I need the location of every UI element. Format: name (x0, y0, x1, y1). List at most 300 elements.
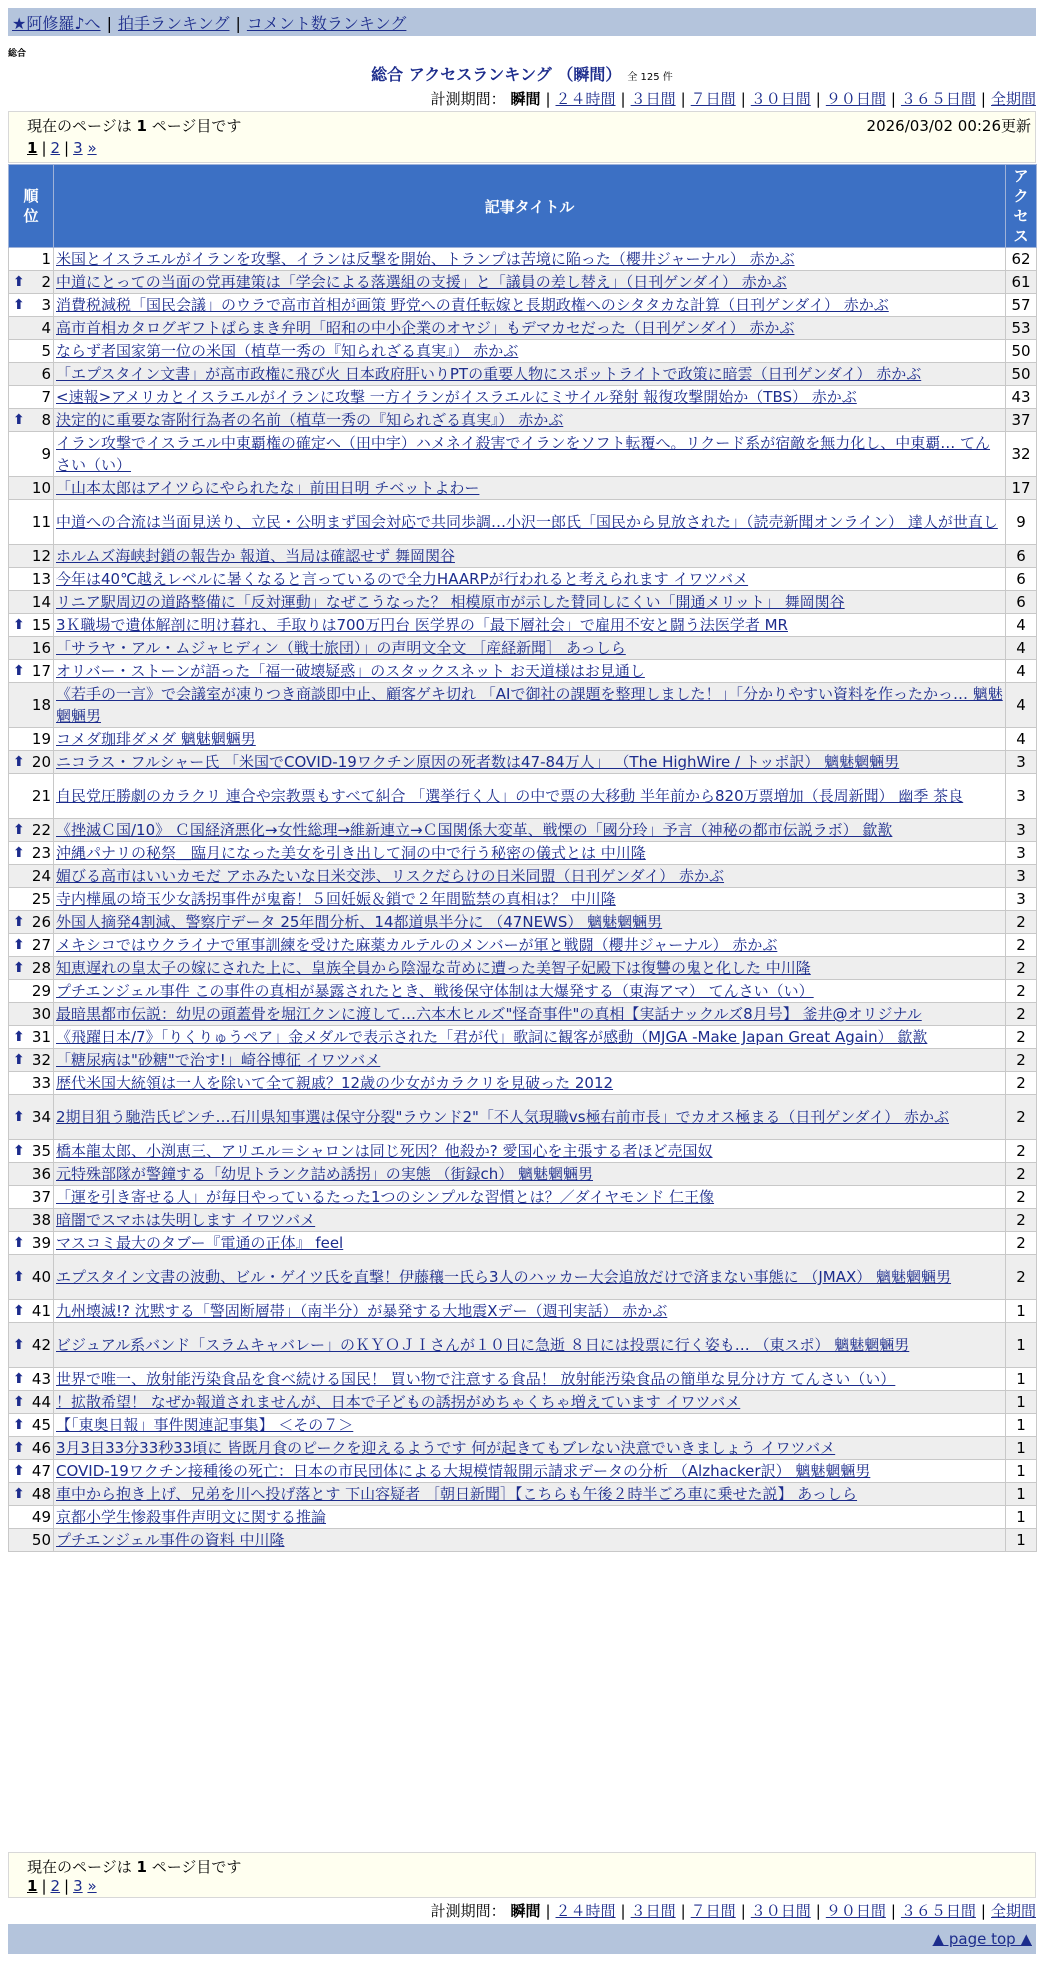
article-title-link[interactable]: ならず者国家第一位の米国（植草一秀の『知られざる真実』） 赤かぶ (56, 342, 519, 360)
rank-number: 19 (31, 730, 51, 748)
rank-number: 40 (31, 1268, 51, 1286)
access-count: 61 (1006, 271, 1037, 294)
title-cell (54, 1529, 1006, 1552)
access-count: 50 (1006, 363, 1037, 386)
period-link-365d[interactable]: ３６５日間 (900, 90, 976, 108)
article-title-link[interactable]: オリバー・ストーンが語った「福一破壊疑惑」のスタックスネット お天道様はお見通し (56, 662, 645, 680)
article-title-link[interactable]: 「糖尿病は"砂糖"で治す!」崎谷博征 イワツバメ (56, 1051, 381, 1069)
access-count: 2 (1006, 980, 1037, 1003)
access-count: 2 (1006, 934, 1037, 957)
period-link-24h[interactable]: ２４時間 (555, 90, 616, 108)
access-count: 6 (1006, 545, 1037, 568)
rank-number: 3 (41, 296, 51, 314)
rank-number: 17 (31, 662, 51, 680)
rank-cell (9, 386, 54, 409)
rank-number: 50 (31, 1531, 51, 1549)
rank-number: 7 (41, 388, 51, 406)
article-title-link[interactable]: 決定的に重要な寄附行為者の名前（植草一秀の『知られざる真実』） 赤かぶ (56, 411, 564, 429)
separator: | (235, 14, 241, 33)
rank-cell (9, 477, 54, 500)
article-title-link[interactable]: 3Ｋ職場で遺体解剖に明け暮れ、手取りは700万円台 医学界の「最下層社会」で雇用不安と闘う法医学者 MR (56, 616, 788, 634)
up-arrow-icon: ⬆ (13, 845, 25, 861)
table-row (9, 888, 1037, 911)
article-title-link[interactable]: 消費税減税「国民会議」のウラで高市首相が画策 野党への責任転嫁と長期政権へのシタタカな計算（日刊ゲンダイ） 赤かぶ (56, 296, 889, 314)
page-title-text: 総合 アクセスランキング （瞬間） (371, 65, 622, 84)
rank-number: 1 (41, 250, 51, 268)
table-row (9, 1163, 1037, 1186)
rank-cell (9, 545, 54, 568)
rank-cell (9, 1368, 54, 1391)
period-link-365d[interactable]: ３６５日間 (900, 1902, 976, 1920)
article-title-link[interactable]: 媚びる高市はいいカモだ アホみたいな日米交渉、リスクだらけの日米同盟（日刊ゲンダイ） 赤かぶ (56, 867, 725, 885)
table-row (9, 957, 1037, 980)
article-title-link[interactable]: 歴代米国大統領は一人を除いて全て親戚？12歳の少女がカラクリを見破った 2012 (56, 1074, 614, 1092)
rank-number: 21 (31, 787, 51, 805)
period-link-7d[interactable]: ７日間 (690, 1902, 736, 1920)
table-row (9, 842, 1037, 865)
rank-number: 42 (31, 1336, 51, 1354)
up-arrow-icon: ⬆ (13, 1303, 25, 1319)
article-title-link[interactable]: コメダ珈琲ダメダ 魑魅魍魎男 (56, 730, 256, 748)
access-count: 2 (1006, 957, 1037, 980)
rank-number: 37 (31, 1188, 51, 1206)
access-count: 32 (1006, 432, 1037, 477)
pager-page-2[interactable]: 2 (50, 139, 61, 157)
article-title-link[interactable]: プチエンジェル事件 この事件の真相が暴露されたとき、戦後保守体制は大爆発する（東海アマ） てんさい（い） (56, 982, 814, 1000)
rank-cell (9, 683, 54, 728)
rank-cell (9, 1460, 54, 1483)
title-cell (54, 317, 1006, 340)
up-arrow-icon: ⬆ (13, 297, 25, 313)
updated-timestamp: 2026/03/02 00:26更新 (866, 117, 1031, 135)
article-title-link[interactable]: 世界で唯一、放射能汚染食品を食べ続ける国民！ 買い物で注意する食品！ 放射能汚染食品の簡単な見分け方 てんさい（い） (56, 1370, 896, 1388)
period-link-all[interactable]: 全期間 (990, 1902, 1036, 1920)
pager-page-2[interactable]: 2 (50, 1877, 61, 1895)
article-title-link[interactable]: 《若手の一言》で会議室が凍りつき商談即中止、顧客ゲキ切れ 「AIで御社の課題を整理しました！」「分かりやすい資料を作ったかっ… 魑魅魍魎男 (56, 685, 1003, 725)
rank-number: 33 (31, 1074, 51, 1092)
table-row (9, 568, 1037, 591)
section-label: 総合 (8, 49, 27, 59)
access-count: 57 (1006, 294, 1037, 317)
pager-next[interactable]: » (87, 139, 97, 157)
up-arrow-icon: ⬆ (13, 754, 25, 770)
rank-number: 47 (31, 1462, 51, 1480)
rank-header: 順位 (9, 165, 54, 248)
article-title-link[interactable]: 寺内樺風の埼玉少女誘拐事件が鬼畜！５回妊娠＆鎖で２年間監禁の真相は？ 中川隆 (56, 890, 616, 908)
access-count: 1 (1006, 1529, 1037, 1552)
rank-cell (9, 660, 54, 683)
title-cell (54, 1049, 1006, 1072)
period-label: 計測期間： (430, 90, 506, 108)
access-count: 4 (1006, 614, 1037, 637)
article-title-link[interactable]: 《挫滅Ｃ国/10》 Ｃ国経済悪化→女性総理→維新連立→Ｃ国関係大変革、戦慄の「國分玲」予言（神秘の都市伝説ラボ） 歙歚 (56, 821, 893, 839)
article-title-link[interactable]: 今年は40℃越えレベルに暑くなると言っているので全力HAARPが行われると考えられます イワツバメ (56, 570, 749, 588)
total-count: 全 125 件 (627, 72, 673, 83)
home-link[interactable]: ★阿修羅♪へ (12, 14, 101, 33)
article-title-link[interactable]: 九州壊滅!? 沈黙する「警固断層帯」（南半分）が暴発する大地震Xデー（週刊実話） 赤かぶ (56, 1302, 668, 1320)
up-arrow-icon: ⬆ (13, 914, 25, 930)
rank-cell (9, 1323, 54, 1368)
title-cell (54, 1003, 1006, 1026)
up-arrow-icon: ⬆ (13, 960, 25, 976)
period-link-all[interactable]: 全期間 (990, 90, 1036, 108)
table-row (9, 774, 1037, 819)
table-row (9, 271, 1037, 294)
up-arrow-icon: ⬆ (13, 1235, 25, 1251)
access-count: 50 (1006, 340, 1037, 363)
table-row (9, 1437, 1037, 1460)
rank-cell (9, 317, 54, 340)
rank-number: 22 (31, 821, 51, 839)
pager-page-1[interactable]: 1 (27, 1877, 38, 1895)
access-count: 4 (1006, 683, 1037, 728)
pager-next[interactable]: » (87, 1877, 97, 1895)
period-link-90d[interactable]: ９０日間 (825, 1902, 886, 1920)
title-cell (54, 1300, 1006, 1323)
access-count: 17 (1006, 477, 1037, 500)
rank-cell (9, 1095, 54, 1140)
rank-cell (9, 911, 54, 934)
rank-cell (9, 865, 54, 888)
access-count: 53 (1006, 317, 1037, 340)
rank-number: 28 (31, 959, 51, 977)
title-cell (54, 774, 1006, 819)
up-arrow-icon: ⬆ (13, 412, 25, 428)
title-cell (54, 1232, 1006, 1255)
table-row (9, 248, 1037, 271)
rank-number: 29 (31, 982, 51, 1000)
title-cell (54, 1368, 1006, 1391)
up-arrow-icon: ⬆ (13, 1029, 25, 1045)
article-title-link[interactable]: 米国とイスラエルがイランを攻撃、イランは反撃を開始、トランプは苦境に陥った（櫻井ジャーナル） 赤かぶ (56, 250, 795, 268)
access-count: 6 (1006, 591, 1037, 614)
period-current: 瞬間 (510, 1902, 541, 1920)
rank-number: 4 (41, 319, 51, 337)
period-link-3d[interactable]: ３日間 (630, 90, 676, 108)
page-top-link[interactable]: ▲ page top ▲ (932, 1930, 1032, 1948)
table-row (9, 660, 1037, 683)
table-row (9, 363, 1037, 386)
access-count: 1 (1006, 1391, 1037, 1414)
title-cell (54, 1460, 1006, 1483)
table-row (9, 614, 1037, 637)
title-cell (54, 1323, 1006, 1368)
applause-ranking-link[interactable]: 拍手ランキング (117, 14, 230, 33)
current-page-text-bottom: 現在のページは 1 ページ目です (27, 1858, 242, 1876)
top-nav-bar (8, 8, 1036, 36)
page-title (0, 62, 1044, 85)
access-count: 2 (1006, 1140, 1037, 1163)
title-cell (54, 591, 1006, 614)
table-row (9, 1026, 1037, 1049)
access-count: 3 (1006, 774, 1037, 819)
title-cell (54, 248, 1006, 271)
rank-cell (9, 432, 54, 477)
period-link-30d[interactable]: ３０日間 (750, 1902, 811, 1920)
article-title-link[interactable]: メキシコではウクライナで軍事訓練を受けた麻薬カルテルのメンバーが軍と戦闘（櫻井ジャーナル） 赤かぶ (56, 936, 778, 954)
title-cell (54, 477, 1006, 500)
title-cell (54, 637, 1006, 660)
title-cell (54, 409, 1006, 432)
access-count: 2 (1006, 1026, 1037, 1049)
title-cell (54, 819, 1006, 842)
rank-cell (9, 728, 54, 751)
table-row (9, 728, 1037, 751)
rank-number: 11 (31, 513, 51, 531)
rank-cell (9, 980, 54, 1003)
article-title-link[interactable]: COVID-19ワクチン接種後の死亡：日本の市民団体による大規模情報開示請求データの分析 （Alzhacker訳） 魑魅魍魎男 (56, 1462, 871, 1480)
table-row (9, 1483, 1037, 1506)
article-title-link[interactable]: 「サラヤ・アル・ムジャヒディン（戦士旅団）」の声明文全文 ［産経新聞］ あっしら (56, 639, 626, 657)
rank-number: 24 (31, 867, 51, 885)
table-row (9, 1368, 1037, 1391)
rank-number: 48 (31, 1485, 51, 1503)
table-row (9, 819, 1037, 842)
access-count: 2 (1006, 1186, 1037, 1209)
title-cell (54, 1391, 1006, 1414)
access-count: 2 (1006, 1209, 1037, 1232)
rank-number: 14 (31, 593, 51, 611)
rank-number: 15 (31, 616, 51, 634)
period-link-3d[interactable]: ３日間 (630, 1902, 676, 1920)
access-count: 1 (1006, 1483, 1037, 1506)
rank-number: 49 (31, 1508, 51, 1526)
access-count: 4 (1006, 728, 1037, 751)
separator: | (106, 14, 112, 33)
article-title-link[interactable]: 【「東奥日報」事件関連記事集】 ＜その７＞ (56, 1416, 354, 1434)
access-count: 2 (1006, 1049, 1037, 1072)
up-arrow-icon: ⬆ (13, 663, 25, 679)
article-title-link[interactable]: 知恵遅れの皇太子の嫁にされた上に、皇族全員から陰湿な苛めに遭った美智子妃殿下は復讐の鬼と化した 中川隆 (56, 959, 811, 977)
title-cell (54, 432, 1006, 477)
rank-number: 41 (31, 1302, 51, 1320)
access-count: 1 (1006, 1368, 1037, 1391)
bottom-bar (8, 1924, 1036, 1954)
article-title-link[interactable]: マスコミ最大のタブー『電通の正体』 feel (56, 1234, 344, 1252)
rank-cell (9, 957, 54, 980)
rank-cell (9, 751, 54, 774)
rank-cell (9, 842, 54, 865)
rank-number: 34 (31, 1108, 51, 1126)
access-count: 4 (1006, 637, 1037, 660)
table-row (9, 432, 1037, 477)
title-cell (54, 1255, 1006, 1300)
article-title-link[interactable]: 車中から抱き上げ、兄弟を川へ投げ落とす 下山容疑者 ［朝日新聞］【こちらも午後２時半ごろ車に乗せた説】 あっしら (56, 1485, 858, 1503)
title-cell (54, 340, 1006, 363)
rank-cell (9, 1140, 54, 1163)
rank-cell (9, 248, 54, 271)
title-cell (54, 660, 1006, 683)
title-cell (54, 1414, 1006, 1437)
rank-cell (9, 1209, 54, 1232)
rank-cell (9, 774, 54, 819)
title-cell (54, 842, 1006, 865)
title-cell (54, 911, 1006, 934)
rank-cell (9, 1414, 54, 1437)
title-cell (54, 1095, 1006, 1140)
up-arrow-icon: ⬆ (13, 617, 25, 633)
rank-cell (9, 1232, 54, 1255)
page-info-top (8, 111, 1036, 163)
rank-cell (9, 1026, 54, 1049)
rank-cell (9, 934, 54, 957)
table-row (9, 865, 1037, 888)
access-count: 2 (1006, 1163, 1037, 1186)
table-row (9, 1049, 1037, 1072)
rank-cell (9, 1506, 54, 1529)
article-title-link[interactable]: イラン攻撃でイスラエル中東覇権の確定へ（田中宇）ハメネイ殺害でイランをソフト転覆へ。リクード系が宿敵を無力化し、中東覇… てんさい（い） (56, 434, 991, 474)
article-title-link[interactable]: <速報>アメリカとイスラエルがイランに攻撃 一方イランがイスラエルにミサイル発射 報復攻撃開始か（TBS） 赤かぶ (56, 388, 857, 406)
access-count: 1 (1006, 1323, 1037, 1368)
pager-top: 1 | 2 | 3 » (27, 139, 97, 157)
rank-cell (9, 409, 54, 432)
rank-number: 5 (41, 342, 51, 360)
article-title-link[interactable]: 外国人摘発4割減、警察庁データ 25年間分析、14都道県半分に （47NEWS） 魑魅魍魎男 (56, 913, 663, 931)
table-row (9, 1255, 1037, 1300)
period-link-7d[interactable]: ７日間 (690, 90, 736, 108)
title-cell (54, 728, 1006, 751)
rank-number: 23 (31, 844, 51, 862)
article-title-link[interactable]: 自民党圧勝劇のカラクリ 連合や宗教票もすべて糾合 「選挙行く人」の中で票の大移動 半年前から820万票増加（長周新聞） 幽季 茶良 (56, 787, 964, 805)
pager-page-3[interactable]: 3 (73, 139, 83, 157)
rank-cell (9, 888, 54, 911)
table-row (9, 980, 1037, 1003)
title-cell (54, 1437, 1006, 1460)
table-row (9, 683, 1037, 728)
table-row (9, 1391, 1037, 1414)
article-title-link[interactable]: 中道への合流は当面見送り、立民・公明まず国会対応で共同歩調…小沢一郎氏「国民から見放された」（読売新聞オンライン） 達人が世直し (56, 513, 998, 531)
access-count: 1 (1006, 1414, 1037, 1437)
table-row (9, 591, 1037, 614)
article-title-link[interactable]: エプスタイン文書の波動、ビル・ゲイツ氏を直撃！伊藤穰一氏ら3人のハッカー大会追放だけで済まない事態に （JMAX） 魑魅魍魎男 (56, 1268, 952, 1286)
title-cell (54, 545, 1006, 568)
title-cell (54, 751, 1006, 774)
title-cell (54, 1163, 1006, 1186)
article-title-link[interactable]: 「エプスタイン文書」が高市政権に飛び火 日本政府肝いりPTの重要人物にスポットライトで政策に暗雲（日刊ゲンダイ） 赤かぶ (56, 365, 922, 383)
article-title-link[interactable]: 沖縄パナリの秘祭＿臨月になった美女を引き出して洞の中で行う秘密の儀式とは 中川隆 (56, 844, 646, 862)
title-cell (54, 614, 1006, 637)
rank-number: 46 (31, 1439, 51, 1457)
comment-ranking-link[interactable]: コメント数ランキング (246, 14, 407, 33)
period-selector-bottom: 計測期間： 瞬間 | ２４時間 | ３日間 | ７日間 | ３０日間 | ９０日間 | ３６５日間 | 全期間 (430, 1902, 1036, 1920)
rank-number: 13 (31, 570, 51, 588)
access-count: 1 (1006, 1300, 1037, 1323)
article-title-link[interactable]: 「運を引き寄せる人」が毎日やっているたった1つのシンプルな習慣とは？／ダイヤモンド 仁王像 (56, 1188, 715, 1206)
rank-number: 2 (41, 273, 51, 291)
table-row (9, 1414, 1037, 1437)
access-count: 1 (1006, 1506, 1037, 1529)
article-title-link[interactable]: 暗闇でスマホは失明します イワツバメ (56, 1211, 316, 1229)
table-row (9, 637, 1037, 660)
access-count: 2 (1006, 1095, 1037, 1140)
rank-number: 18 (31, 696, 51, 714)
access-count: 3 (1006, 888, 1037, 911)
table-row (9, 1209, 1037, 1232)
article-title-link[interactable]: 京都小学生惨殺事件声明文に関する推論 (56, 1508, 327, 1526)
article-title-link[interactable]: リニア駅周辺の道路整備に「反対運動」なぜこうなった？ 相模原市が示した賛同しにくい「開通メリット」 舞岡関谷 (56, 593, 845, 611)
table-row (9, 477, 1037, 500)
up-arrow-icon: ⬆ (13, 1394, 25, 1410)
title-cell (54, 568, 1006, 591)
title-cell (54, 934, 1006, 957)
up-arrow-icon: ⬆ (13, 937, 25, 953)
article-title-link[interactable]: ！拡散希望！ なぜか報道されませんが、日本で子どもの誘拐がめちゃくちゃ増えています イワツバメ (56, 1393, 741, 1411)
rank-cell (9, 1255, 54, 1300)
rank-number: 35 (31, 1142, 51, 1160)
table-row (9, 1460, 1037, 1483)
access-count: 3 (1006, 865, 1037, 888)
pager-page-3[interactable]: 3 (73, 1877, 83, 1895)
page-info-bottom (8, 1852, 1036, 1898)
rank-cell (9, 568, 54, 591)
access-count: 2 (1006, 1255, 1037, 1300)
article-title-link[interactable]: 「山本太郎はアイツらにやられたな」前田日明 チベットよわー (56, 479, 480, 497)
period-link-30d[interactable]: ３０日間 (750, 90, 811, 108)
article-title-link[interactable]: 高市首相カタログギフトばらまき弁明「昭和の中小企業のオヤジ」もデマカセだった（日刊ゲンダイ） 赤かぶ (56, 319, 795, 337)
title-header: 記事タイトル (54, 165, 1006, 248)
access-header: アクセス (1006, 165, 1037, 248)
table-row (9, 1232, 1037, 1255)
article-title-link[interactable]: 元特殊部隊が警鐘する「幼児トランク詰め誘拐」の実態 （街録ch） 魑魅魍魎男 (56, 1165, 593, 1183)
article-title-link[interactable]: ホルムズ海峡封鎖の報告か 報道、当局は確認せず 舞岡関谷 (56, 547, 455, 565)
rank-number: 20 (31, 753, 51, 771)
rank-cell (9, 363, 54, 386)
table-row (9, 1095, 1037, 1140)
rank-number: 43 (31, 1370, 51, 1388)
article-title-link[interactable]: ビジュアル系バンド「スラムキャバレー」のＫＹＯＪＩさんが１０日に急逝 ８日には投票に行く姿も… （東スポ） 魑魅魍魎男 (56, 1336, 910, 1354)
rank-cell (9, 1391, 54, 1414)
article-title-link[interactable]: 《飛躍日本/7》「りくりゅうペア」金メダルで表示された「君が代」歌詞に観客が感動（MJGA -Make Japan Great Again） 歙歚 (56, 1028, 928, 1046)
up-arrow-icon: ⬆ (13, 1337, 25, 1353)
article-title-link[interactable]: ニコラス・フルシャー氏 「米国でCOVID-19ワクチン原因の死者数は47-84万人」 （The HighWire / トッポ訳） 魑魅魍魎男 (56, 753, 900, 771)
rank-number: 32 (31, 1051, 51, 1069)
title-cell (54, 957, 1006, 980)
table-row (9, 409, 1037, 432)
title-cell (54, 1072, 1006, 1095)
period-link-90d[interactable]: ９０日間 (825, 90, 886, 108)
table-row (9, 340, 1037, 363)
up-arrow-icon: ⬆ (13, 1417, 25, 1433)
table-row (9, 500, 1037, 545)
article-title-link[interactable]: 2期目狙う馳浩氏ピンチ…石川県知事選は保守分裂"ラウンド2"「不人気現職vs極右前市長」でカオス極まる（日刊ゲンダイ） 赤かぶ (56, 1108, 950, 1126)
rank-cell (9, 271, 54, 294)
rank-cell (9, 819, 54, 842)
article-title-link[interactable]: 中道にとっての当面の党再建策は「学会による落選組の支援」と「議員の差し替え」（日刊ゲンダイ） 赤かぶ (56, 273, 787, 291)
rank-cell (9, 637, 54, 660)
rank-number: 8 (41, 411, 51, 429)
title-cell (54, 1209, 1006, 1232)
title-cell (54, 865, 1006, 888)
access-count: 2 (1006, 1072, 1037, 1095)
rank-cell (9, 1186, 54, 1209)
rank-number: 6 (41, 365, 51, 383)
article-title-link[interactable]: 最暗黒都市伝説：幼児の頭蓋骨を堀江クンに渡して…六本木ヒルズ"怪奇事件"の真相【実話ナックルズ8月号】 釜井@オリジナル (56, 1005, 922, 1023)
period-link-24h[interactable]: ２４時間 (555, 1902, 616, 1920)
rank-cell (9, 1300, 54, 1323)
up-arrow-icon: ⬆ (13, 1269, 25, 1285)
article-title-link[interactable]: 3月3日33分33秒33頃に 皆既月食のピークを迎えるようです 何が起きてもブレない決意でいきましょう イワツバメ (56, 1439, 836, 1457)
rank-cell (9, 294, 54, 317)
article-title-link[interactable]: 橋本龍太郎、小渕恵三、アリエル＝シャロンは同じ死因？他殺か? 愛国心を主張する者ほど売国奴 (56, 1142, 713, 1160)
table-row (9, 1506, 1037, 1529)
rank-number: 44 (31, 1393, 51, 1411)
access-count: 2 (1006, 911, 1037, 934)
rank-number: 10 (31, 479, 51, 497)
pager-page-1[interactable]: 1 (27, 139, 38, 157)
article-title-link[interactable]: プチエンジェル事件の資料 中川隆 (56, 1531, 285, 1549)
up-arrow-icon: ⬆ (13, 1440, 25, 1456)
title-cell (54, 1506, 1006, 1529)
